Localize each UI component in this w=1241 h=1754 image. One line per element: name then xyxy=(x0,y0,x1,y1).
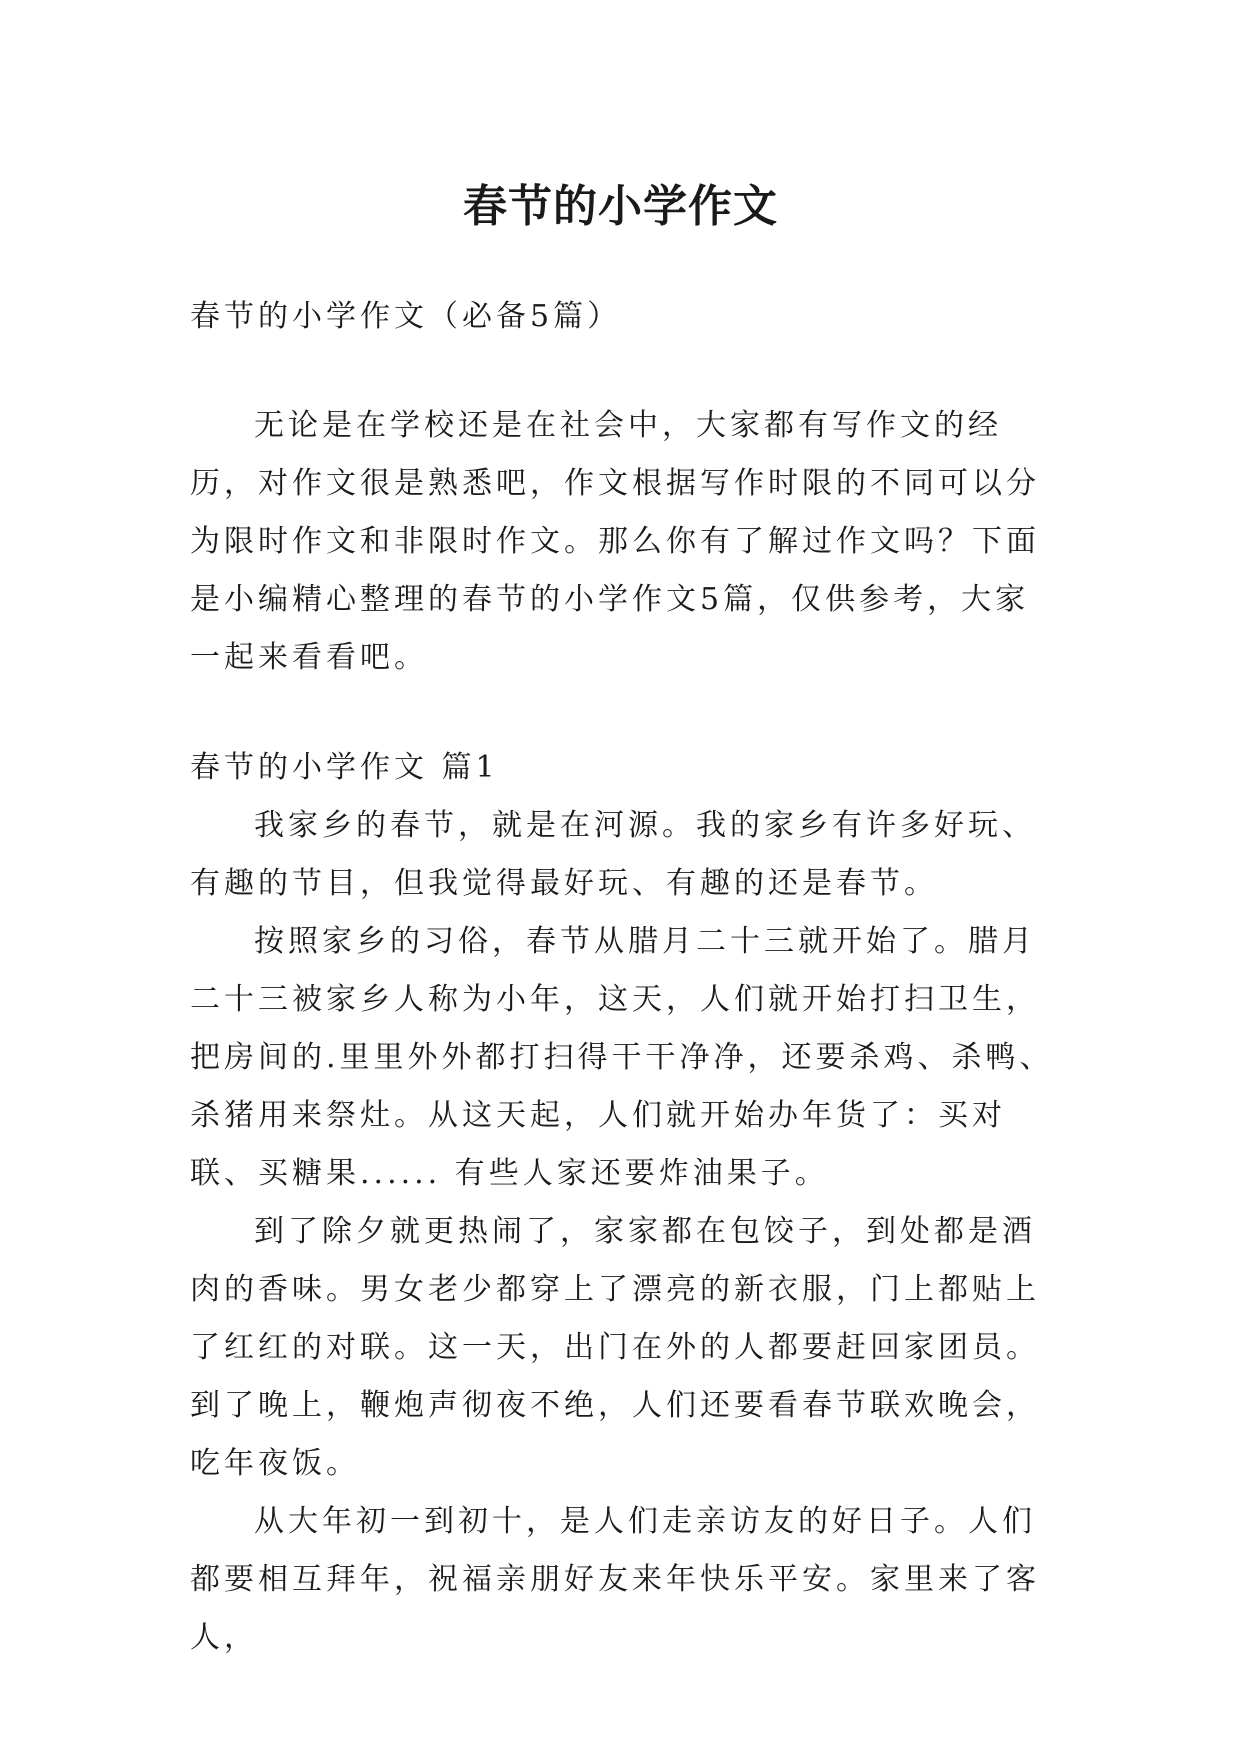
body-paragraph: 我家乡的春节，就是在河源。我的家乡有许多好玩、有趣的节目，但我觉得最好玩、有趣的还是春节。 xyxy=(190,808,1036,901)
intro-paragraph: 无论是在学校还是在社会中，大家都有写作文的经历，对作文很是熟悉吧，作文根据写作时限的不同可以分为限时作文和非限时作文。那么你有了解过作文吗？下面是小编精心整理的春节的小学作文5篇，仅供参考，大家一起来看看吧。 xyxy=(190,408,1040,675)
body-paragraph: 从大年初一到初十，是人们走亲访友的好日子。人们都要相互拜年，祝福亲朋好友来年快乐平安。家里来了客人， xyxy=(190,1504,1040,1655)
document-body xyxy=(190,288,1060,1667)
body-paragraph: 按照家乡的习俗，春节从腊月二十三就开始了。腊月二十三被家乡人称为小年，这天，人们就开始打扫卫生，把房间的.里里外外都打扫得干干净净，还要杀鸡、杀鸭、杀猪用来祭灶。从这天起，人们就开始办年货了：买对联、买糖果...... 有些人家还要炸油果子。 xyxy=(190,924,1054,1191)
document-title: 春节的小学作文 xyxy=(463,181,778,233)
document-subtitle: 春节的小学作文（必备5篇） xyxy=(190,299,622,334)
body-paragraph: 到了除夕就更热闹了，家家都在包饺子，到处都是酒肉的香味。男女老少都穿上了漂亮的新衣服，门上都贴上了红红的对联。这一天，出门在外的人都要赶回家团员。到了晚上，鞭炮声彻夜不绝，人们还要看春节联欢晚会，吃年夜饭。 xyxy=(190,1214,1040,1481)
section-heading: 春节的小学作文 篇1 xyxy=(190,750,499,785)
